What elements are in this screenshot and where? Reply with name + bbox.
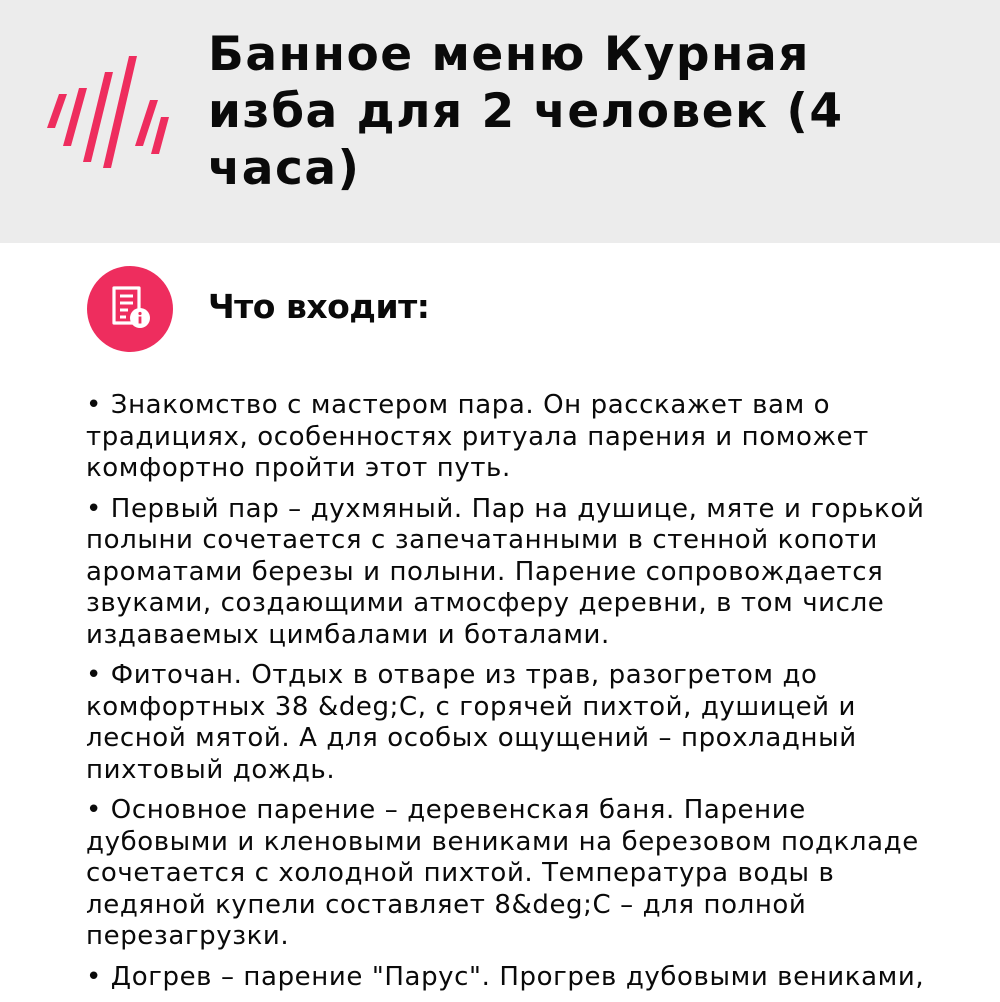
item-line: • Первый пар – духмяный. Пар на душице, мяте и горькой xyxy=(86,493,925,524)
item-line: • Догрев – парение "Парус". Прогрев дубовыми вениками, xyxy=(86,961,925,992)
item-line: комфортных 38 &deg;C, с горячей пихтой, душицей и xyxy=(86,691,857,722)
title-line: Банное меню Курная xyxy=(208,27,810,82)
item-line: ароматами березы и полыни. Парение сопровождается xyxy=(86,556,884,587)
list-item xyxy=(86,660,986,786)
item-line: полыни сочетается с запечатанными в стенной копоти xyxy=(86,525,878,555)
header-banner xyxy=(0,0,1000,243)
item-line: издаваемых цимбалами и боталами. xyxy=(86,619,610,650)
item-line: пихтовый дождь. xyxy=(86,754,336,785)
section-title: Что входит: xyxy=(208,287,430,326)
item-line: традициях, особенностях ритуала парения и поможет xyxy=(86,421,869,452)
brand-logo-icon xyxy=(40,50,176,178)
list-item xyxy=(86,795,986,953)
item-line: • Основное парение – деревенская баня. Парение xyxy=(86,795,806,825)
list-item xyxy=(86,494,986,652)
page-title xyxy=(208,26,978,197)
document-info-icon xyxy=(87,266,173,352)
item-line: ледяной купели составляет 8&deg;C – для полной xyxy=(86,889,807,920)
item-line: перезагрузки. xyxy=(86,921,290,951)
title-line: изба для 2 человек (4 xyxy=(208,84,844,139)
list-item xyxy=(86,390,986,485)
item-line: сочетается с холодной пихтой. Температура воды в xyxy=(86,858,835,888)
list-item xyxy=(86,962,986,994)
item-line: • Знакомство с мастером пара. Он расскажет вам о xyxy=(86,390,831,420)
item-line: звуками, создающими атмосферу деревни, в том числе xyxy=(86,588,885,618)
item-line: дубовыми и кленовыми вениками на березовом подкладе xyxy=(86,826,919,857)
item-line: лесной мятой. А для особых ощущений – прохладный xyxy=(86,723,857,753)
title-line: часа) xyxy=(208,141,361,196)
included-items-list xyxy=(86,390,986,1002)
item-line: • Фиточан. Отдых в отваре из трав, разогретом до xyxy=(86,660,818,690)
item-line: комфортно пройти этот путь. xyxy=(86,453,511,483)
